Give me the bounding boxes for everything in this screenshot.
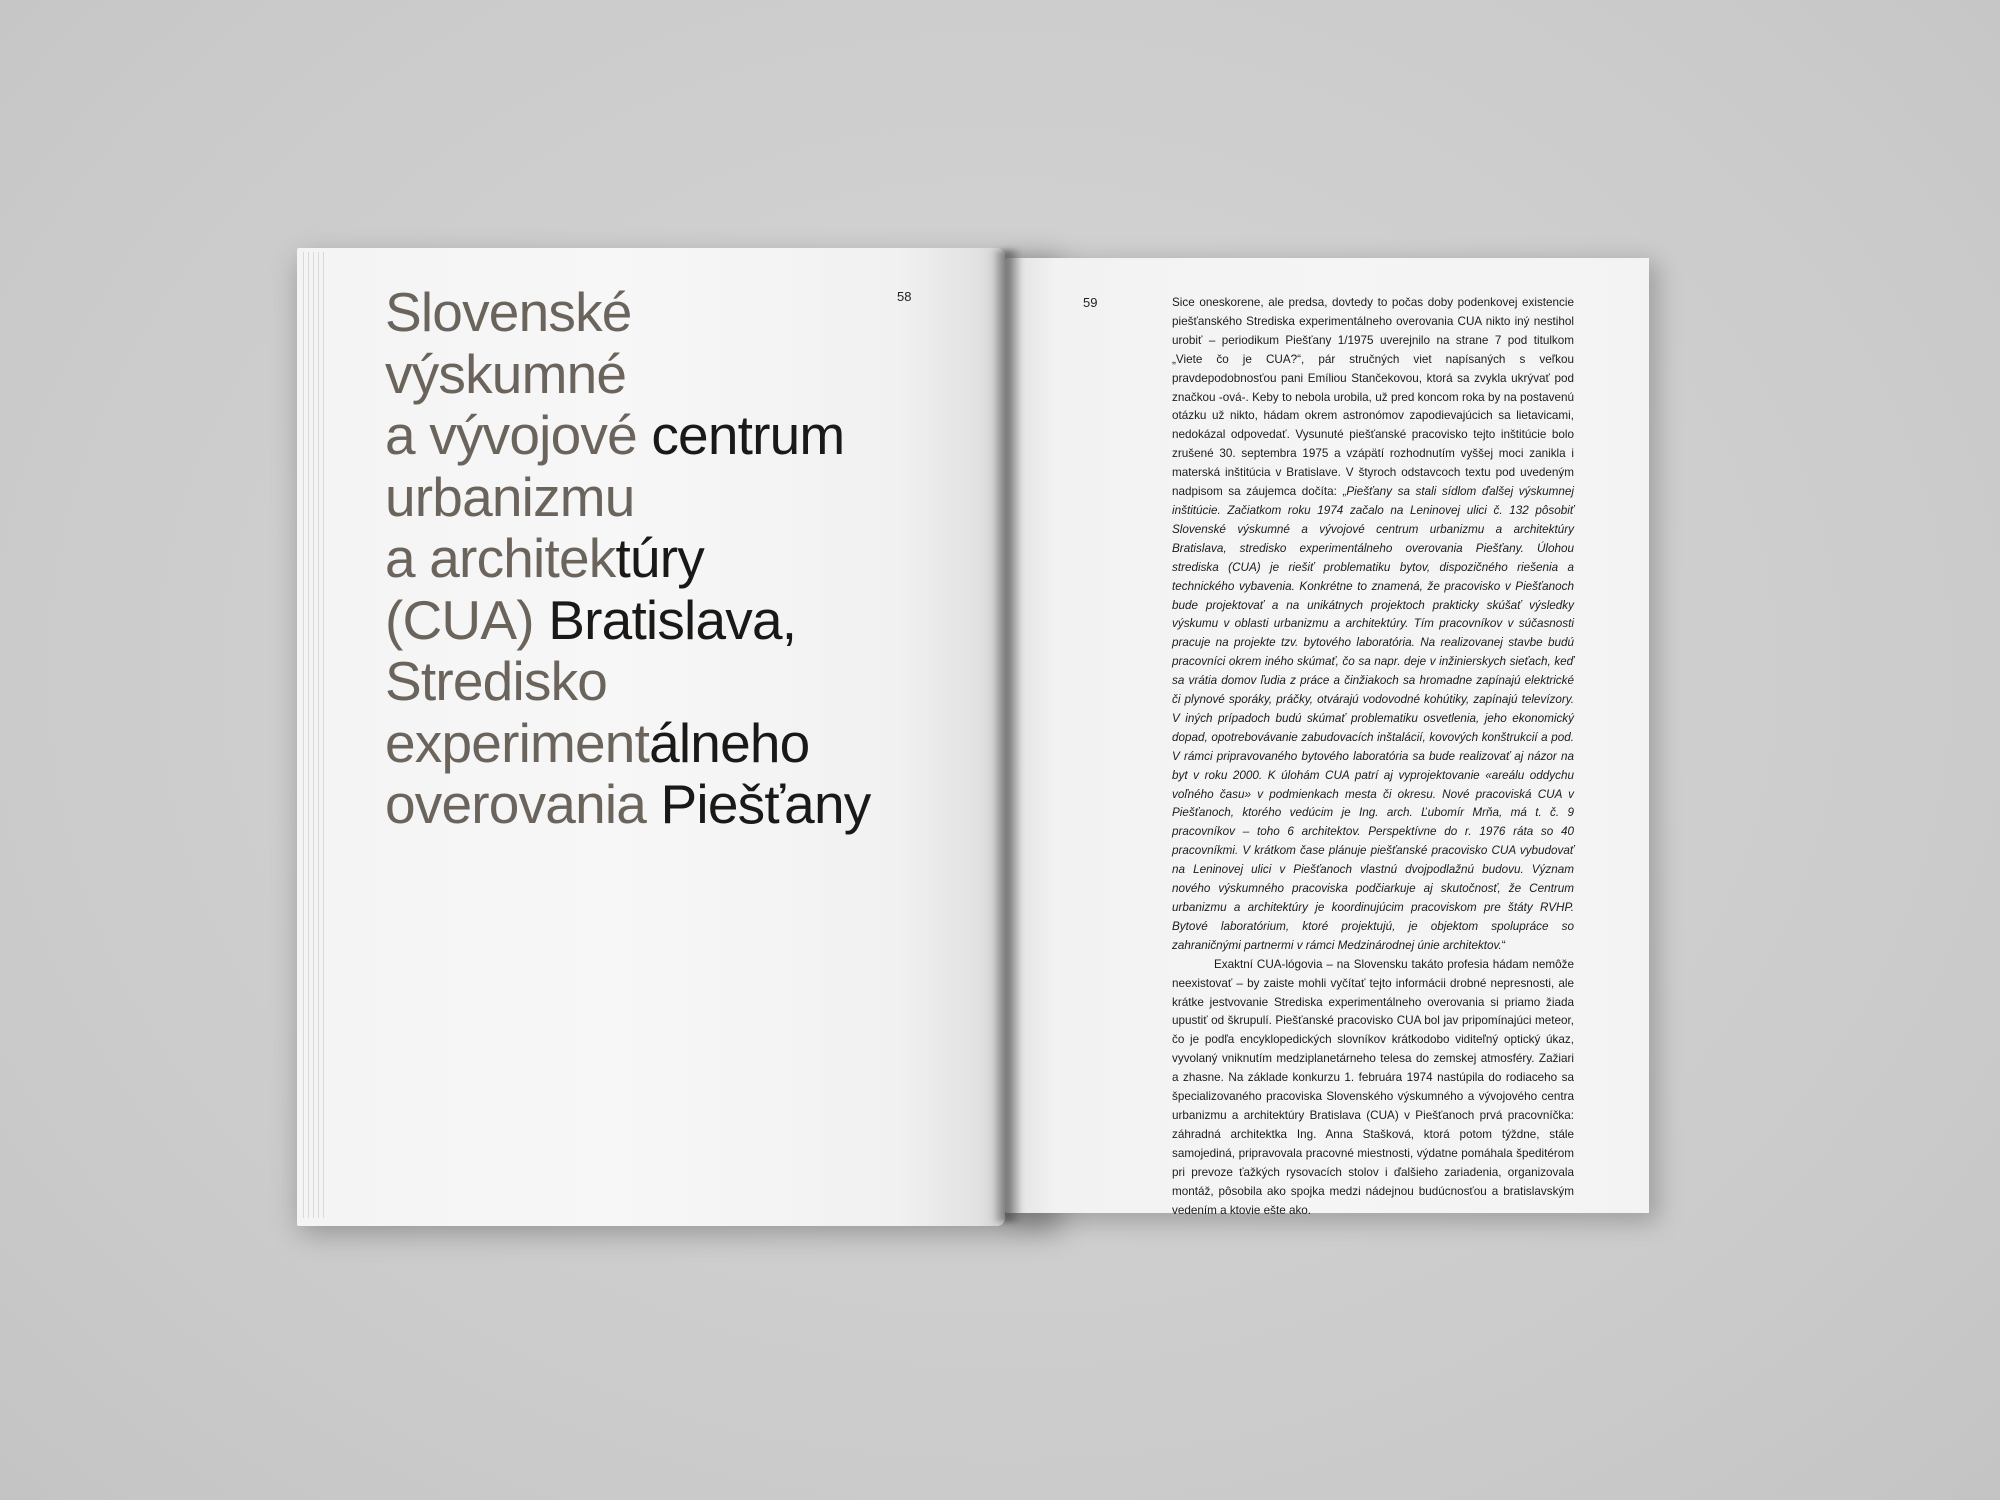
headline-line: výskumné xyxy=(385,342,627,405)
body-text xyxy=(1172,294,1574,1220)
body-paragraph-2: Exaktní CUA-lógovia – na Slovensku takáto profesia hádam nemôže neexistovať – by zaiste mohli vyčítať tejto informácii drobné nepresnosti, ale krátke jestvovanie Strediska experimentálneho overovania si priamo žiada upustiť od škrupulí. Piešťanské pracovisko CUA bol jav pripomínajúci meteor, čo je podľa encyklopedických slovníkov krátkodobo viditeľný optický úkaz, vyvolaný vniknutím medziplanetárneho telesa do zemskej atmosféry. Zažiari a zhasne. Na základe konkurzu 1. februára 1974 nastúpila do rodiaceho sa špecializovaného pracoviska Slovenského výskumného a vývojového centra urbanizmu a architektúry Bratislava (CUA) v Piešťanoch prvá pracovníčka: záhradná architektka Ing. Anna Stašková, ktorá potom týždne, stále samojediná, pripravovala pracovné miestnosti, výdatne pomáhala špeditérom pri prevoze ťažkých rysovacích stolov i ďalšieho zariadenia, organizovala montáž, pôsobila ako spojka medzi nádejnou budúcnosťou a bratislavským vedením a ktovie ešte ako. xyxy=(1172,957,1574,1217)
headline-line: overovania Piešťany xyxy=(385,773,871,835)
headline-line: a vývojové centrum xyxy=(385,404,845,466)
book-gutter xyxy=(992,250,1022,1222)
headline-line: urbanizmu xyxy=(385,465,635,528)
left-page-number: 58 xyxy=(897,289,912,304)
headline-line: experimentálneho xyxy=(385,711,810,774)
headline-line: Stredisko xyxy=(385,650,608,712)
right-page-number: 59 xyxy=(1083,295,1098,310)
headline-line: Slovenské xyxy=(385,281,632,343)
headline-line: a architektúry xyxy=(385,527,704,589)
chapter-headline xyxy=(385,282,945,836)
headline-line: (CUA) Bratislava, xyxy=(385,588,797,651)
quoted-article: Piešťany sa stali sídlom ďalšej výskumnej inštitúcie. Začiatkom roku 1974 začalo na Leninovej ulici č. 132 pôsobiť Slovenské výskumné a vývojové centrum urbanizmu a architektúry Bratislava, stredisko experimentálneho overovania Piešťany. Úlohou strediska (CUA) je riešiť problematiku bytov, dispozičného riešenia a technického vybavenia. Konkrétne to znamená, že pracovisko v Piešťanoch bude projektovať a na unikátnych projektoch prakticky skúšať výsledky výskumu v oblasti urbanizmu a architektúry. Tím pracovníkov v súčasnosti pracuje na projekte tzv. bytového laboratória. Na realizovanej stavbe budú pracovníci okrem iného skúmať, čo sa napr. deje v inžinierskych sieťach, keď sa vrátia domov ľudia z práce a činžiakoch sa hromadne zapínajú elektrické či plynové sporáky, práčky, otvárajú vodovodné kohútiky, zapínajú televízory. V iných prípadoch budú skúmať problematiku osvetlenia, jeho ekonomický dopad, opotrebovávanie zabudovacích inštalácií, kovových konštrukcií a pod. V rámci pripravovaného bytového laboratória sa bude realizovať aj názor na byt v roku 2000. K úlohám CUA patrí aj vyprojektovanie «areálu oddychu voľného času» v podmienkach mesta či okresu. Nové pracoviská CUA v Piešťanoch, ktorého vedúcim je Ing. arch. Ľubomír Mrňa, má t. č. 9 pracovníkov – toho 6 architektov. Perspektívne do r. 1976 ráta so 40 pracovníkmi. V krátkom čase plánuje piešťanské pracovisko CUA vybudovať na Leninovej ulici v Piešťanoch vlastnú dvojpodlažnú budovu. Význam nového výskumného pracoviska podčiarkuje aj skutočnosť, že Centrum urbanizmu a architektúry je koordinujúcim pracoviskom pre štáty RVHP. Bytové laboratórium, ktoré projektujú, je objektom spolupráce so zahraničnými partnermi v rámci Medzinárodnej únie architektov. xyxy=(1172,485,1574,952)
body-paragraph-1: Sice oneskorene, ale predsa, dovtedy to počas doby podenkovej existencie piešťanského Strediska experimentálneho overovania CUA nikto iný nestihol urobiť – periodikum Piešťany 1/1975 uverejnilo na strane 7 pod titulkom „Viete čo je CUA?“, pár stručných viet napísaných s veľkou pravdepodobnosťou pani Emíliou Stančekovou, ktorá sa zvykla ukrývať pod značkou -ová-. Keby to nebola urobila, už pred koncom roka by na postavenú otázku už nikto, hádam okrem astronómov zapodievajúcich sa lietavicami, nedokázal odpovedať. Vysunuté piešťanské pracovisko tejto inštitúcie bolo zrušené 30. septembra 1975 a vzápätí rozhodnutím vyššej moci zanikla i materská inštitúcia v Bratislave. V štyroch odstavcoch textu pod uvedeným nadpisom sa záujemca dočíta: „Piešťany sa stali sídlom ďalšej výskumnej inštitúcie. Začiatkom roku 1974 začalo na Leninovej ulici č. 132 pôsobiť Slovenské výskumné a vývojové centrum urbanizmu a architektúry Bratislava, stredisko experimentálneho overovania Piešťany. Úlohou strediska (CUA) je riešiť problematiku bytov, dispozičného riešenia a technického vybavenia. Konkrétne to znamená, že pracovisko v Piešťanoch bude projektovať a na unikátnych projektoch prakticky skúšať výsledky výskumu v oblasti urbanizmu a architektúry. Tím pracovníkov v súčasnosti pracuje na projekte tzv. bytového laboratória. Na realizovanej stavbe budú pracovníci okrem iného skúmať, čo sa napr. deje v inžinierskych sieťach, keď sa vrátia domov ľudia z práce a činžiakoch sa hromadne zapínajú elektrické či plynové sporáky, práčky, otvárajú vodovodné kohútiky, zapínajú televízory. V iných prípadoch budú skúmať problematiku osvetlenia, jeho ekonomický dopad, opotrebovávanie zabudovacích inštalácií, kovových konštrukcií a pod. V rámci pripravovaného bytového laboratória sa bude realizovať aj názor na byt v roku 2000. K úlohám CUA patrí aj vyprojektovanie «areálu oddychu voľného času» v podmienkach mesta či okresu. Nové pracoviská CUA v Piešťanoch, ktorého vedúcim je Ing. arch. Ľubomír Mrňa, má t. č. 9 pracovníkov – toho 6 architektov. Perspektívne do r. 1976 ráta so 40 pracovníkmi. V krátkom čase plánuje piešťanské pracovisko CUA vybudovať na Leninovej ulici v Piešťanoch vlastnú dvojpodlažnú budovu. Význam nového výskumného pracoviska podčiarkuje aj skutočnosť, že Centrum urbanizmu a architektúry je koordinujúcim pracoviskom pre štáty RVHP. Bytové laboratórium, ktoré projektujú, je objektom spolupráce so zahraničnými partnermi v rámci Medzinárodnej únie architektov.“ xyxy=(1172,296,1574,952)
